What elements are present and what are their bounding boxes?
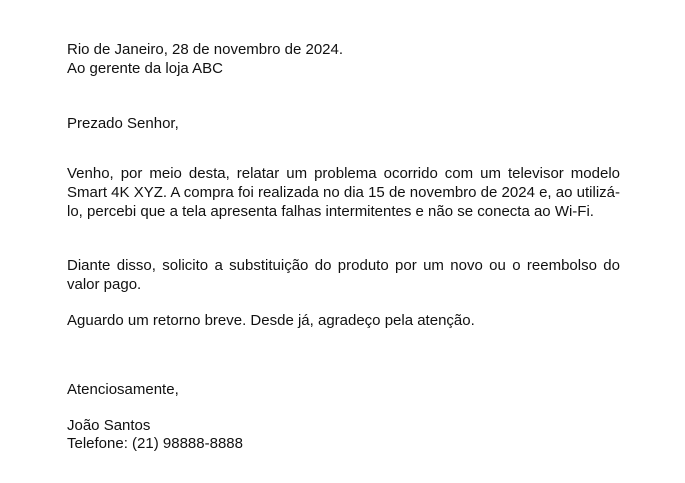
date-line: Rio de Janeiro, 28 de novembro de 2024. <box>67 41 344 58</box>
recipient-line: Ao gerente da loja ABC <box>67 60 223 77</box>
closing: Atenciosamente, <box>67 381 179 398</box>
signature-name: João Santos <box>67 417 151 434</box>
body-paragraph-2: Diante disso, solicito a substituição do produto por um novo ou o reembolso do valor pago. <box>67 257 620 293</box>
signature-phone: Telefone: (21) 98888-8888 <box>67 435 243 452</box>
salutation: Prezado Senhor, <box>67 115 179 132</box>
body-paragraph-3: Aguardo um retorno breve. Desde já, agradeço pela atenção. <box>67 312 475 329</box>
body-paragraph-1: Venho, por meio desta, relatar um problema ocorrido com um televisor modelo Smart 4K XYZ. A compra foi realizada no dia 15 de novembro de 2024 e, ao utilizá-lo, percebi que a tela apresenta falhas intermitentes e não se conecta ao Wi-Fi. <box>67 165 620 220</box>
